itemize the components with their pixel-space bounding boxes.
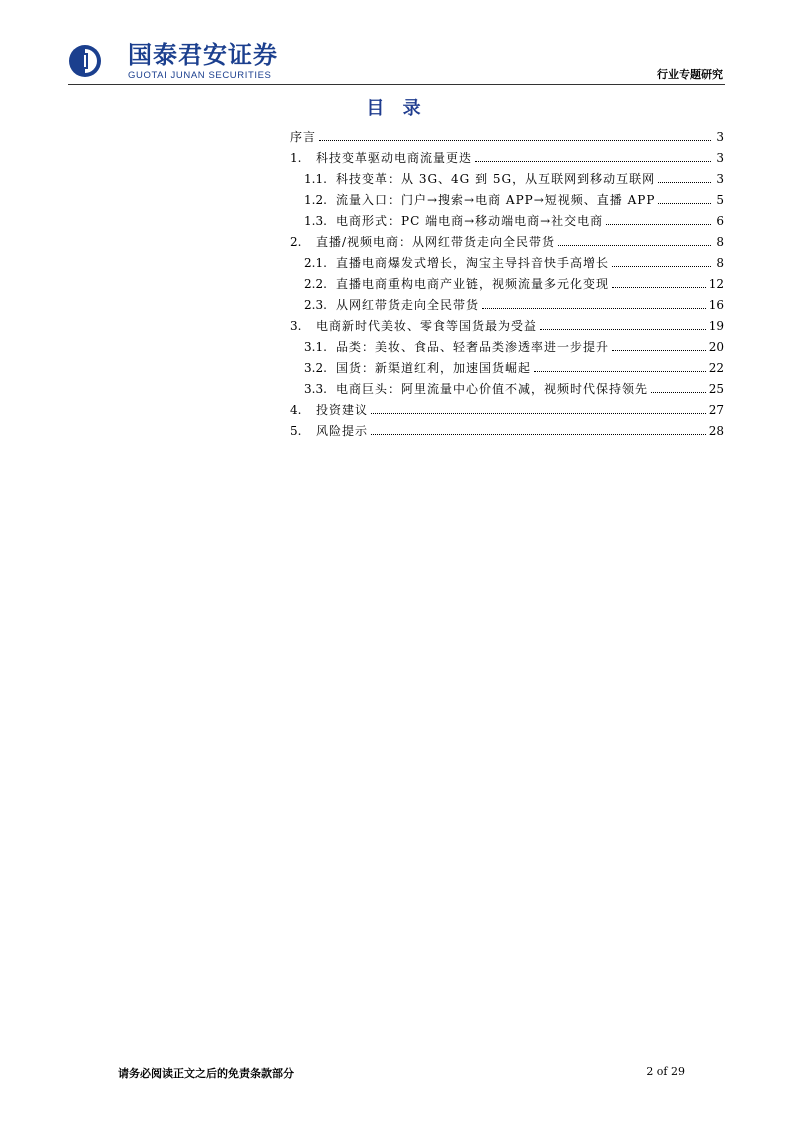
toc-number: 1.1. — [304, 172, 327, 186]
toc-number: 2.3. — [304, 298, 327, 312]
toc-item-1[interactable] — [290, 148, 724, 169]
toc-page-number: 5 — [716, 193, 724, 207]
toc-page-number: 25 — [708, 382, 724, 396]
toc-number: 1.3. — [304, 214, 327, 228]
toc-number: 3. — [290, 319, 302, 333]
toc-label: 科技变革驱动电商流量更迭 — [316, 151, 473, 165]
toc-page-number: 16 — [708, 298, 724, 312]
toc-page-number: 19 — [708, 319, 724, 333]
toc-number: 2.2. — [304, 277, 327, 291]
toc-item-3[interactable] — [290, 316, 724, 337]
header-divider — [68, 84, 725, 85]
toc-item-preface[interactable] — [290, 127, 724, 148]
document-type-label: 行业专题研究 — [657, 68, 723, 81]
toc-label: 直播/视频电商：从网红带货走向全民带货 — [316, 235, 556, 249]
toc-item-1-3[interactable] — [290, 211, 724, 232]
toc-page-number: 3 — [716, 130, 724, 144]
dot-leader — [658, 203, 711, 204]
toc-page-number: 27 — [708, 403, 724, 417]
dot-leader — [371, 413, 706, 414]
toc-number: 5. — [290, 424, 302, 438]
toc-item-3-3[interactable] — [290, 379, 724, 400]
toc-item-5[interactable] — [290, 421, 724, 442]
toc-item-2-2[interactable] — [290, 274, 724, 295]
toc-item-3-1[interactable] — [290, 337, 724, 358]
toc-number: 3.1. — [304, 340, 327, 354]
toc-item-1-2[interactable] — [290, 190, 724, 211]
dot-leader — [651, 392, 706, 393]
toc-label: 直播电商爆发式增长，淘宝主导抖音快手高增长 — [336, 256, 610, 270]
toc-page-number: 8 — [716, 256, 724, 270]
toc-number: 4. — [290, 403, 302, 417]
toc-page-number: 8 — [716, 235, 724, 249]
toc-number: 1. — [290, 151, 302, 165]
toc-item-2-1[interactable] — [290, 253, 724, 274]
toc-label: 序言 — [290, 130, 317, 144]
toc-number: 3.2. — [304, 361, 327, 375]
toc-label: 直播电商重构电商产业链，视频流量多元化变现 — [336, 277, 610, 291]
toc-label: 投资建议 — [316, 403, 369, 417]
toc-item-2[interactable] — [290, 232, 724, 253]
dot-leader — [606, 224, 711, 225]
toc-page-number: 3 — [716, 151, 724, 165]
toc-label: 科技变革：从 3G、4G 到 5G，从互联网到移动互联网 — [336, 172, 656, 186]
toc-label: 品类：美妆、食品、轻奢品类渗透率进一步提升 — [336, 340, 610, 354]
toc-page-number: 22 — [708, 361, 724, 375]
toc-page-number: 28 — [708, 424, 724, 438]
table-of-contents — [290, 127, 724, 442]
toc-label: 流量入口：门户→搜索→电商 APP→短视频、直播 APP — [336, 193, 656, 207]
dot-leader — [534, 371, 706, 372]
toc-item-4[interactable] — [290, 400, 724, 421]
dot-leader — [612, 350, 706, 351]
toc-number: 3.3. — [304, 382, 327, 396]
brand-name-en: GUOTAI JUNAN SECURITIES — [128, 70, 272, 81]
dot-leader — [540, 329, 706, 330]
toc-label: 电商新时代美妆、零食等国货最为受益 — [316, 319, 538, 333]
dot-leader — [475, 161, 711, 162]
brand-name-cn: 国泰君安证券 — [128, 41, 278, 69]
toc-item-1-1[interactable] — [290, 169, 724, 190]
toc-page-number: 3 — [716, 172, 724, 186]
dot-leader — [612, 266, 711, 267]
toc-page-number: 6 — [716, 214, 724, 228]
toc-label: 风险提示 — [316, 424, 369, 438]
dot-leader — [658, 182, 711, 183]
dot-leader — [371, 434, 706, 435]
toc-label: 国货：新渠道红利，加速国货崛起 — [336, 361, 532, 375]
toc-number: 1.2. — [304, 193, 327, 207]
dot-leader — [482, 308, 706, 309]
dot-leader — [612, 287, 706, 288]
toc-title: 目 录 — [366, 98, 427, 119]
toc-label: 从网红带货走向全民带货 — [336, 298, 480, 312]
disclaimer-notice: 请务必阅读正文之后的免责条款部分 — [118, 1067, 294, 1080]
toc-number: 2.1. — [304, 256, 327, 270]
toc-item-2-3[interactable] — [290, 295, 724, 316]
guotai-junan-logo-icon — [68, 44, 108, 78]
toc-number: 2. — [290, 235, 302, 249]
dot-leader — [558, 245, 711, 246]
page-indicator: 2 of 29 — [646, 1065, 685, 1078]
toc-item-3-2[interactable] — [290, 358, 724, 379]
toc-page-number: 20 — [708, 340, 724, 354]
toc-page-number: 12 — [708, 277, 724, 291]
toc-label: 电商巨头：阿里流量中心价值不减，视频时代保持领先 — [336, 382, 649, 396]
toc-label: 电商形式：PC 端电商→移动端电商→社交电商 — [336, 214, 604, 228]
dot-leader — [319, 140, 711, 141]
